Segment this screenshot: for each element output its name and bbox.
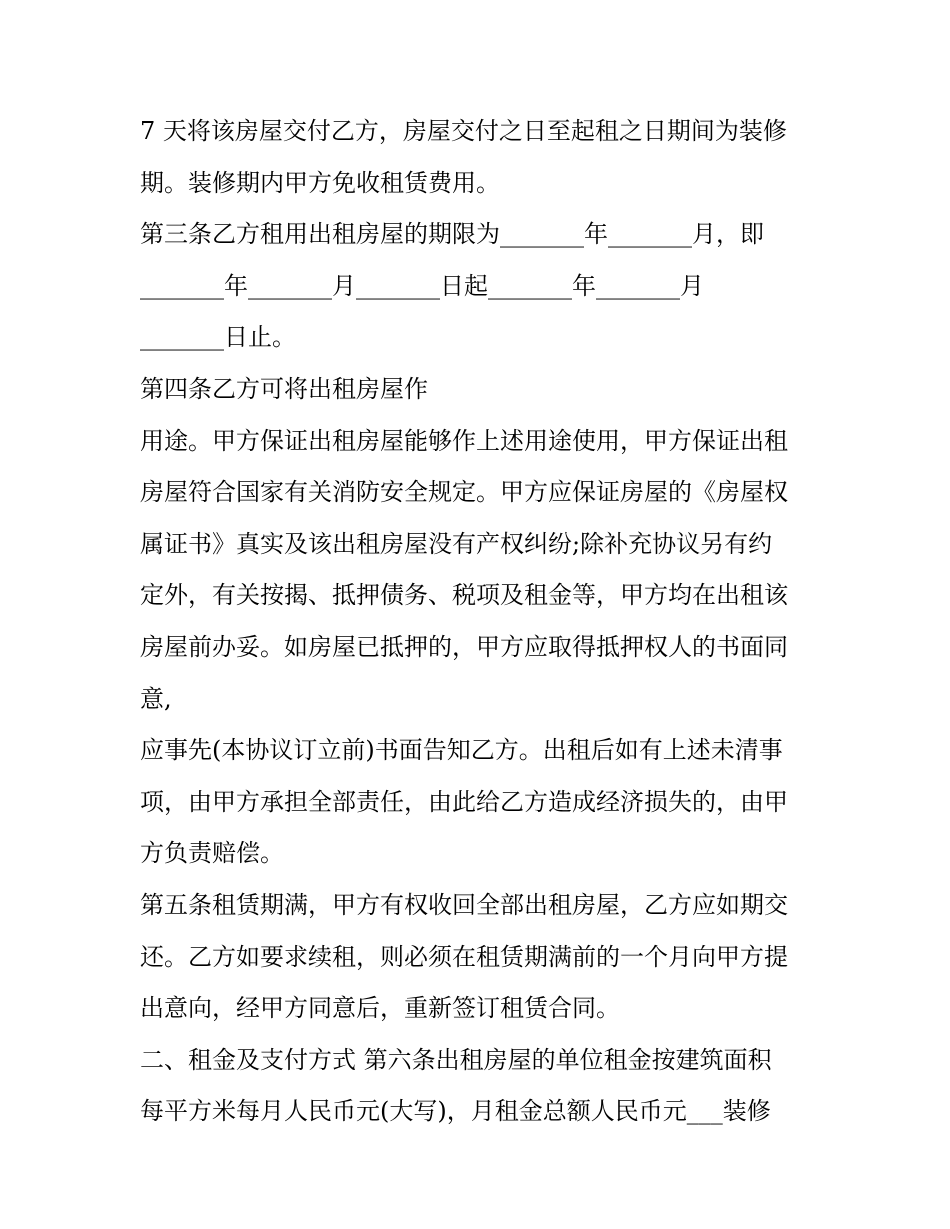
text-line: 第五条租赁期满，甲方有权收回全部出租房屋，乙方应如期交: [140, 890, 788, 919]
text-line: 项，由甲方承担全部责任，由此给乙方造成经济损失的，由甲: [140, 787, 788, 816]
text-line: 用途。甲方保证出租房屋能够作上述用途使用，甲方保证出租: [140, 426, 788, 455]
text-line: 意,: [140, 684, 172, 713]
text-line: 出意向，经甲方同意后，重新签订租赁合同。: [140, 994, 620, 1023]
text-line: 还。乙方如要求续租，则必须在租赁期满前的一个月向甲方提: [140, 942, 788, 971]
text-line: _______日止。: [140, 323, 296, 352]
text-line: 定外，有关按揭、抵押债务、税项及租金等，甲方均在出租该: [140, 581, 788, 610]
text-line: 第三条乙方租用出租房屋的期限为_______年_______月，即: [140, 220, 764, 249]
text-line: 第四条乙方可将出租房屋作: [140, 374, 428, 403]
text-line: 属证书》真实及该出租房屋没有产权纠纷;除补充协议另有约: [140, 529, 773, 558]
text-line: _______年_______月_______日起_______年_______月: [140, 271, 704, 300]
text-line: 方负责赔偿。: [140, 839, 284, 868]
text-line: 应事先(本协议订立前)书面告知乙方。出租后如有上述未清事: [140, 736, 783, 765]
text-line: 二、租金及支付方式 第六条出租房屋的单位租金按建筑面积: [140, 1045, 772, 1074]
text-line: 房屋符合国家有关消防安全规定。甲方应保证房屋的《房屋权: [140, 478, 788, 507]
text-line: 7 天将该房屋交付乙方，房屋交付之日至起租之日期间为装修: [140, 117, 787, 145]
text-line: 房屋前办妥。如房屋已抵押的，甲方应取得抵押权人的书面同: [140, 632, 788, 661]
text-line: 每平方米每月人民币元(大写)，月租金总额人民币元___装修: [140, 1097, 771, 1126]
text-line: 期。装修期内甲方免收租赁费用。: [140, 168, 500, 197]
document-body: [140, 106, 820, 1138]
